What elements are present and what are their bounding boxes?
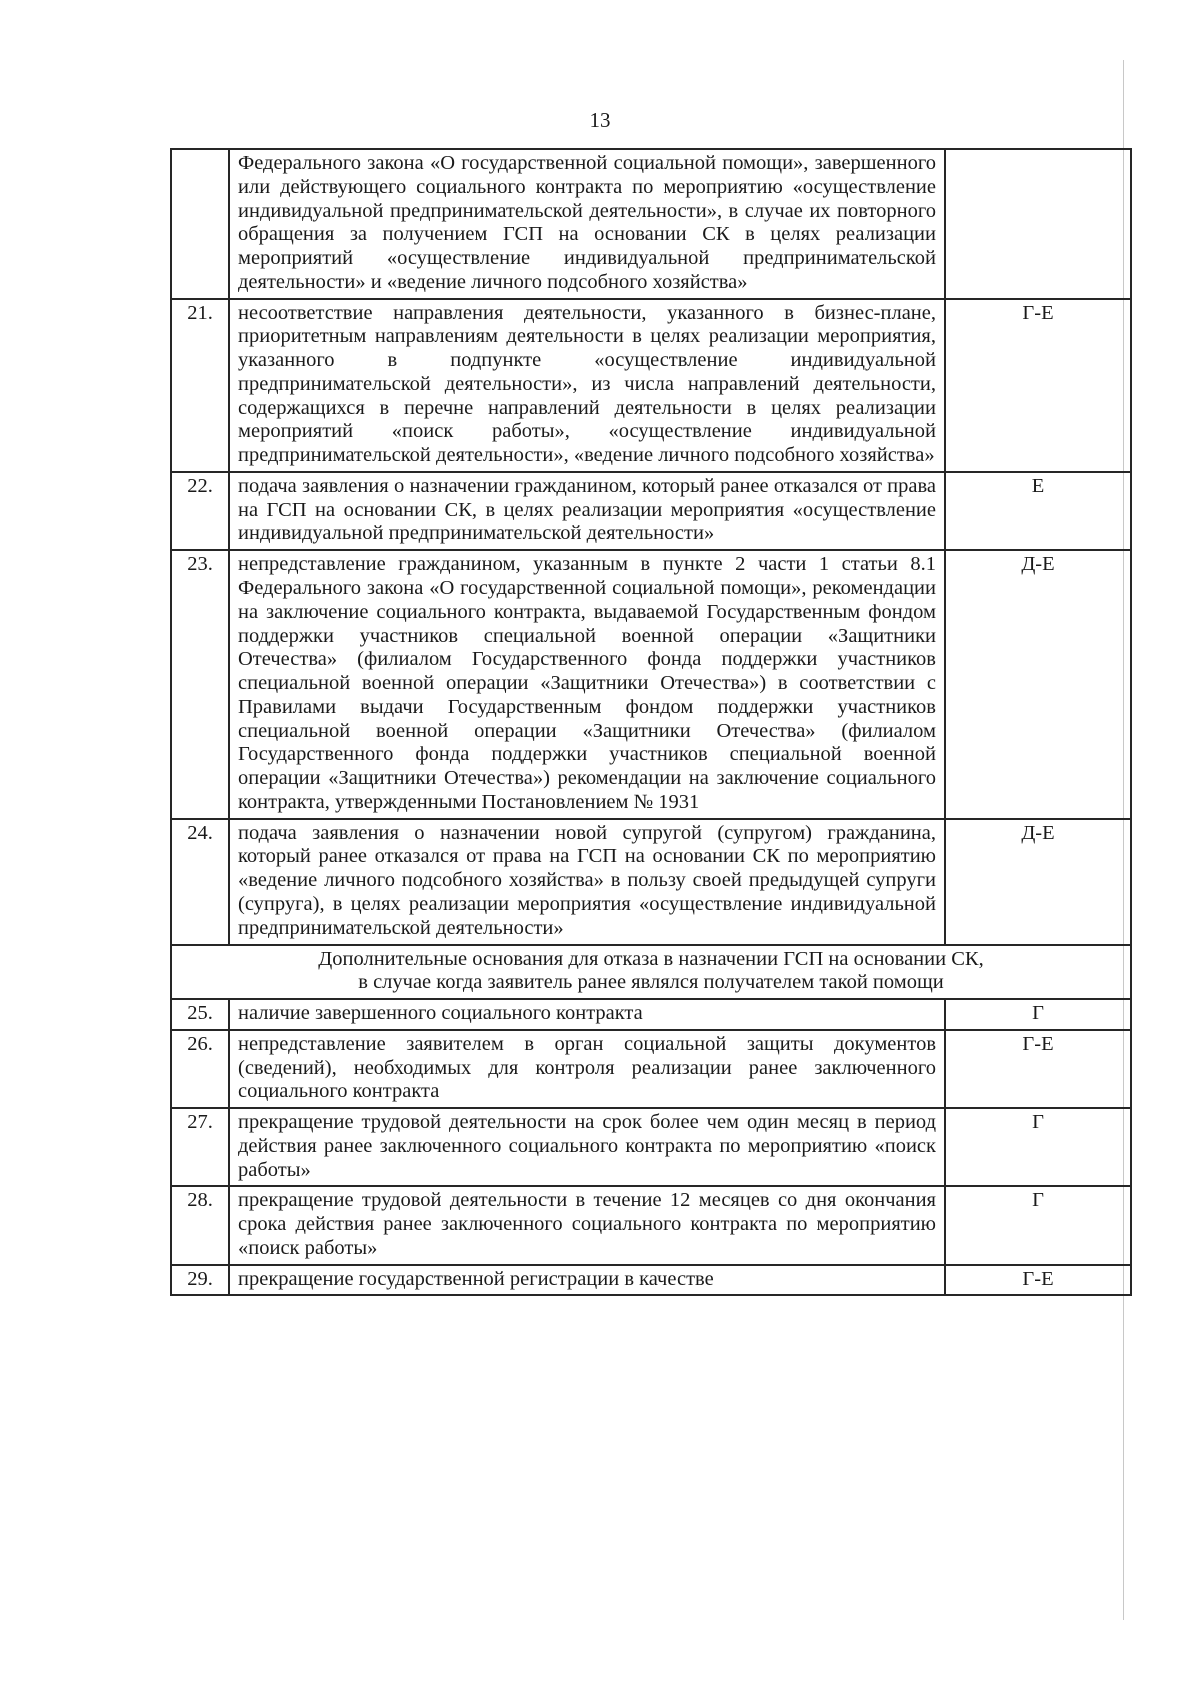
row-code: Г (945, 1108, 1131, 1186)
row-number: 25. (171, 999, 229, 1030)
row-text: несоответствие направления деятельности, указанного в бизнес-плане, приоритетным направлениям деятельности в целях реализации мероприятия, указанного в подпункте «осуществление индивидуальной предпринимательской деятельности», из числа направлений деятельности, содержащихся в перечне направлений деятельности в целях реализации мероприятий «поиск работы», «осуществление индивидуальной предпринимательской деятельности», «ведение личного подсобного хозяйства» (229, 299, 945, 472)
row-code: Г-Е (945, 299, 1131, 472)
section-heading-row (171, 945, 1131, 1000)
row-number: 29. (171, 1265, 229, 1296)
row-number: 24. (171, 819, 229, 945)
row-code: Д-Е (945, 819, 1131, 945)
table-row (171, 1108, 1131, 1186)
row-number (171, 149, 229, 299)
table-row (171, 472, 1131, 550)
row-text: прекращение трудовой деятельности на срок более чем один месяц в период действия ранее заключенного социального контракта по мероприятию «поиск работы» (229, 1108, 945, 1186)
grounds-table (170, 148, 1132, 1296)
row-text: непредставление гражданином, указанным в пункте 2 части 1 статьи 8.1 Федерального закона «О государственной социальной помощи», рекомендации на заключение социального контракта, выдаваемой Государственным фондом поддержки участников специальной военной операции «Защитники Отечества» (филиалом Государственного фонда поддержки участников специальной военной операции «Защитники Отечества») в соответствии с Правилами выдачи Государственным фондом поддержки участников специальной военной операции «Защитники Отечества» (филиалом Государственного фонда поддержки участников специальной военной операции «Защитники Отечества») рекомендации на заключение социального контракта, утвержденными Постановлением № 1931 (229, 550, 945, 818)
row-code: Г-Е (945, 1265, 1131, 1296)
row-code: Е (945, 472, 1131, 550)
table-row (171, 550, 1131, 818)
row-number: 28. (171, 1186, 229, 1264)
row-code: Д-Е (945, 550, 1131, 818)
table-row (171, 999, 1131, 1030)
row-text: прекращение трудовой деятельности в течение 12 месяцев со дня окончания срока действия ранее заключенного социального контракта по мероприятию «поиск работы» (229, 1186, 945, 1264)
row-code: Г (945, 999, 1131, 1030)
page-number: 13 (589, 108, 611, 132)
row-text: наличие завершенного социального контракта (229, 999, 945, 1030)
row-code: Г (945, 1186, 1131, 1264)
section-heading (171, 945, 1131, 1000)
row-number: 22. (171, 472, 229, 550)
row-text: прекращение государственной регистрации в качестве (229, 1265, 945, 1296)
row-number: 21. (171, 299, 229, 472)
table-row (171, 299, 1131, 472)
row-text: Федерального закона «О государственной социальной помощи», завершенного или действующего социального контракта по мероприятию «осуществление индивидуальной предпринимательской деятельности», в случае их повторного обращения за получением ГСП на основании СК в целях реализации мероприятий «осуществление индивидуальной предпринимательской деятельности» и «ведение личного подсобного хозяйства» (229, 149, 945, 299)
row-number: 26. (171, 1030, 229, 1108)
row-number: 27. (171, 1108, 229, 1186)
section-heading-line: в случае когда заявитель ранее являлся получателем такой помощи (358, 971, 944, 994)
row-text: подача заявления о назначении гражданином, который ранее отказался от права на ГСП на основании СК, в целях реализации мероприятия «осуществление индивидуальной предпринимательской деятельности» (229, 472, 945, 550)
row-code: Г-Е (945, 1030, 1131, 1108)
row-code (945, 149, 1131, 299)
section-heading-line: Дополнительные основания для отказа в назначении ГСП на основании СК, (318, 947, 984, 970)
row-text: подача заявления о назначении новой супругой (супругом) гражданина, который ранее отказался от права на ГСП на основании СК по мероприятию «ведение личного подсобного хозяйства» в пользу своей предыдущей супруги (супруга), в целях реализации мероприятия «осуществление индивидуальной предпринимательской деятельности» (229, 819, 945, 945)
row-text: непредставление заявителем в орган социальной защиты документов (сведений), необходимых для контроля реализации ранее заключенного социального контракта (229, 1030, 945, 1108)
table-row (171, 149, 1131, 299)
table-row (171, 819, 1131, 945)
table-row (171, 1265, 1131, 1296)
table-row (171, 1030, 1131, 1108)
table-row (171, 1186, 1131, 1264)
row-number: 23. (171, 550, 229, 818)
